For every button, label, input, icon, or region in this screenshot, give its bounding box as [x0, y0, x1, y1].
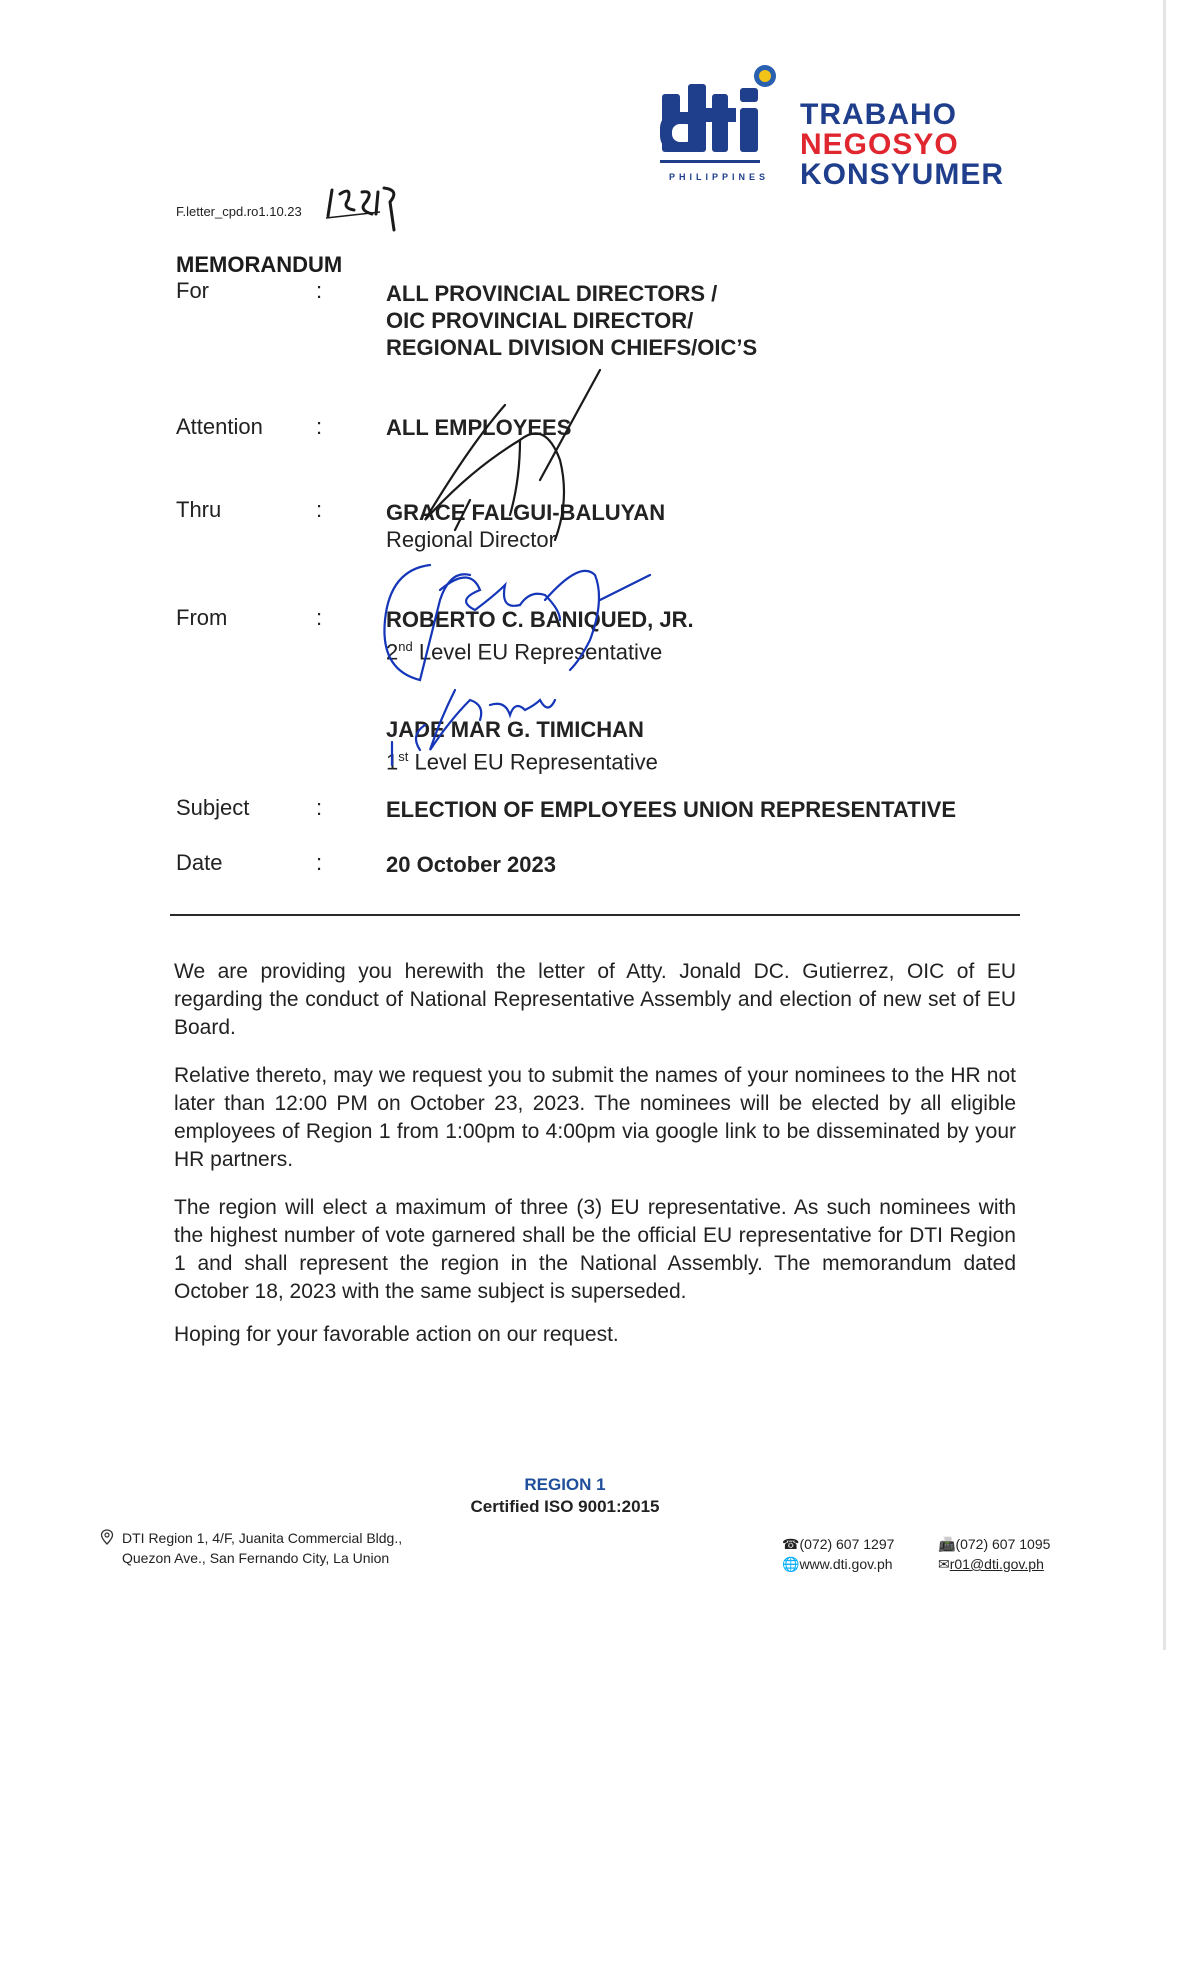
footer-contact-left [782, 1534, 894, 1574]
phone-row [782, 1534, 894, 1554]
logo-trabaho: TRABAHO [800, 98, 957, 131]
reference-number: F.letter_cpd.ro1.10.23 [176, 204, 302, 219]
body-paragraph-1: We are providing you herewith the letter of Atty. Jonald DC. Gutierrez, OIC of EU regarding the conduct of National Representative Assembly and election of new set of EU Board. [174, 960, 1016, 1039]
date-label: Date [176, 850, 223, 875]
footer-region: REGION 1 [524, 1475, 606, 1494]
subject-value: ELECTION OF EMPLOYEES UNION REPRESENTATIVE [386, 797, 957, 822]
for-line-2: OIC PROVINCIAL DIRECTOR/ [386, 308, 694, 333]
page-edge-shadow [1163, 0, 1166, 1650]
from-title-1-suffix: nd [398, 639, 413, 654]
from-colon: : [316, 605, 323, 630]
thru-block [386, 499, 665, 553]
for-colon: : [316, 278, 323, 303]
memorandum-title: MEMORANDUM [176, 252, 343, 277]
subject-colon: : [316, 795, 323, 820]
attention-label: Attention [176, 414, 263, 439]
fax-number: (072) 607 1095 [955, 1536, 1051, 1552]
from-block-1 [386, 606, 694, 665]
body-paragraph-2: Relative thereto, may we request you to submit the names of your nominees to the HR not later than 12:00 PM on October 23, 2023. The nominees will be elected by all eligible employees of Region 1 from 1:00pm to 4:00pm via google link to be disseminated by your HR partners. [174, 1064, 1016, 1171]
globe-icon: 🌐 [782, 1556, 800, 1572]
from-label: From [176, 605, 228, 630]
address-line-2: Quezon Ave., San Fernando City, La Union [122, 1550, 390, 1566]
dti-logo-country: PHILIPPINES [668, 172, 769, 182]
email-row [938, 1554, 1050, 1574]
from-title-2-rest: Level EU Representative [408, 749, 658, 775]
phone-number: (072) 607 1297 [799, 1536, 895, 1552]
thru-title: Regional Director [386, 527, 556, 552]
for-line-1: ALL PROVINCIAL DIRECTORS / [386, 281, 718, 306]
website-row [782, 1554, 894, 1574]
thru-label: Thru [176, 497, 222, 522]
attention-colon: : [316, 414, 323, 439]
logo-konsyumer: KONSYUMER [800, 158, 1005, 191]
email-link[interactable]: r01@dti.gov.ph [949, 1556, 1044, 1572]
address-line-1: DTI Region 1, 4/F, Juanita Commercial Bldg., [122, 1530, 403, 1546]
phone-icon: ☎ [782, 1536, 800, 1552]
thru-name: GRACE FALGUI-BALUYAN [386, 500, 666, 525]
from-title-1 [386, 633, 694, 665]
attention-value: ALL EMPLOYEES [386, 415, 572, 440]
subject-label: Subject [176, 795, 250, 820]
for-recipients [386, 280, 757, 361]
header-divider [170, 914, 1020, 916]
mail-icon: ✉ [938, 1556, 950, 1572]
from-title-2-suffix: st [398, 749, 409, 764]
body-paragraph-3: The region will elect a maximum of three (3) EU representative. As such nominees with the highest number of vote garnered shall be the official EU representative for DTI Region 1 and shall represent the region in the National Assembly. The memorandum dated October 18, 2023 with the same subject is superseded. [174, 1196, 1016, 1303]
from-title-1-ordinal: 2 [386, 639, 399, 665]
thru-colon: : [316, 497, 323, 522]
from-title-2 [386, 743, 658, 775]
footer-iso: Certified ISO 9001:2015 [470, 1497, 660, 1516]
footer-address [122, 1528, 402, 1568]
logo-negosyo: NEGOSYO [800, 128, 959, 161]
date-value: 20 October 2023 [386, 852, 556, 877]
for-line-3: REGIONAL DIVISION CHIEFS/OIC’S [386, 335, 758, 360]
date-colon: : [316, 850, 323, 875]
from-name-2: JADE MAR G. TIMICHAN [386, 717, 644, 742]
for-label: For [176, 278, 209, 303]
from-title-1-rest: Level EU Representative [412, 639, 663, 665]
location-pin-icon [100, 1529, 114, 1545]
from-block-2 [386, 716, 658, 775]
website-link[interactable]: www.dti.gov.ph [799, 1556, 893, 1572]
footer-contact-right [938, 1534, 1050, 1574]
fax-icon: 📠 [938, 1536, 956, 1552]
fax-row [938, 1534, 1050, 1554]
handwritten-reference-number [318, 180, 418, 236]
body-paragraph-4: Hoping for your favorable action on our request. [174, 1323, 619, 1346]
from-name-1: ROBERTO C. BANIQUED, JR. [386, 607, 694, 632]
from-title-2-ordinal: 1 [386, 749, 399, 775]
